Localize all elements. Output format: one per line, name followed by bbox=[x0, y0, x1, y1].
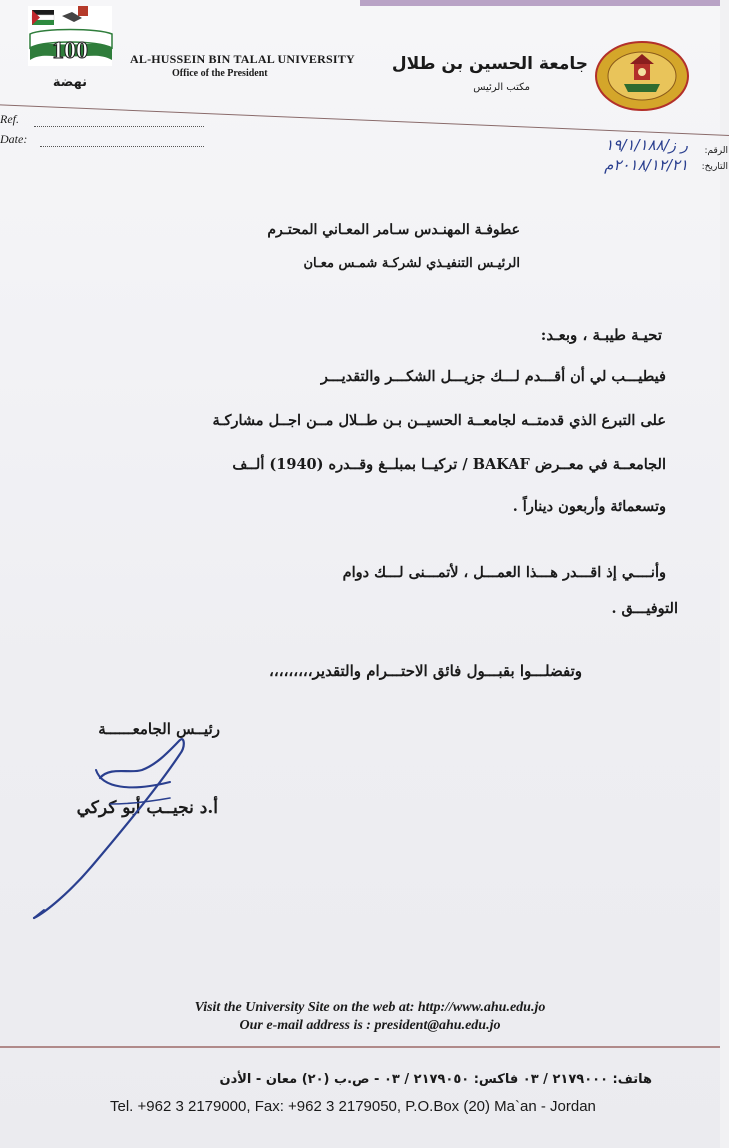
handwritten-date: ٢٠١٨/١٢/٢١م bbox=[604, 156, 688, 174]
paragraph-2-line-2: التوفيـــق . bbox=[611, 600, 678, 617]
closing-line: وتفضلـــوا بقبـــول فائق الاحتـــرام والتقدير،،،،،،،،، bbox=[269, 662, 582, 680]
date-label: Date: bbox=[0, 132, 28, 146]
logo-100-text: 100 bbox=[52, 38, 88, 64]
footer-rule bbox=[0, 1046, 720, 1048]
paragraph-1-line-2: على التبرع الذي قدمتــه لجامعــة الحسيــن بـن طــلال مــن اجــل مشاركـة bbox=[212, 412, 666, 429]
footer-website: Visit the University Site on the web at: http://www.ahu.edu.jo bbox=[194, 1000, 546, 1015]
signatory-name: أ.د نجيــب أبو كركي bbox=[76, 798, 218, 818]
ref-label-ar: الرقم: bbox=[704, 146, 728, 156]
date-dotted-line bbox=[40, 146, 204, 147]
paragraph-1-line-4: وتسعمائة وأربعون ديناراً . bbox=[512, 498, 666, 515]
ref-label: Ref. bbox=[0, 112, 19, 126]
paragraph-1-line-1: فيطيـــب لي أن أقـــدم لـــك جزيـــل الشكـــر والتقديـــر bbox=[320, 368, 666, 385]
recipient-line-1: عطوفـة المهنـدس سـامر المعـاني المحتـرم bbox=[267, 222, 520, 238]
paragraph-1-line-3: الجامعــة في معــرض BAKAF / تركيــا بمبلــغ وقــدره (1940) ألــف bbox=[232, 456, 666, 473]
footer-email: Our e-mail address is : president@ahu.edu.jo bbox=[239, 1018, 501, 1033]
university-name-en: AL-HUSSEIN BIN TALAL UNIVERSITY bbox=[130, 52, 355, 66]
logo-caption: نهضة bbox=[52, 75, 88, 90]
footer-contact-en: Tel. +962 3 2179000, Fax: +962 3 2179050, P.O.Box (20) Ma`an - Jordan bbox=[110, 1098, 596, 1115]
university-name-ar: جامعة الحسين بن طلال bbox=[391, 54, 588, 74]
handwritten-ref: ر ز/١٩/١/١٨٨ bbox=[605, 136, 688, 154]
handwritten-signature bbox=[30, 730, 230, 930]
office-name-en: Office of the President bbox=[172, 68, 268, 79]
centennial-logo bbox=[22, 4, 118, 92]
footer-contact-ar: هاتف: ٢١٧٩٠٠٠ / ٠٣ فاكس: ٢١٧٩٠٥٠ / ٠٣ - ص.ب (٢٠) معان - الأدن bbox=[219, 1072, 652, 1087]
greeting: تحيـة طيبـة ، وبعـد: bbox=[540, 326, 662, 344]
university-seal bbox=[594, 40, 690, 112]
top-edge-strip bbox=[360, 0, 720, 6]
ref-dotted-line bbox=[34, 126, 204, 127]
paragraph-2-line-1: وأنــــي إذ اقـــدر هـــذا العمـــل ، لأتمـــنى لـــك دوام bbox=[342, 564, 666, 581]
signatory-title: رئيــس الجامعــــــة bbox=[98, 720, 220, 738]
office-name-ar: مكتب الرئيس bbox=[473, 82, 530, 93]
recipient-line-2: الرئيـس التنفيـذي لشركـة شمـس معـان bbox=[303, 256, 520, 271]
date-label-ar: التاريخ: bbox=[701, 162, 728, 172]
